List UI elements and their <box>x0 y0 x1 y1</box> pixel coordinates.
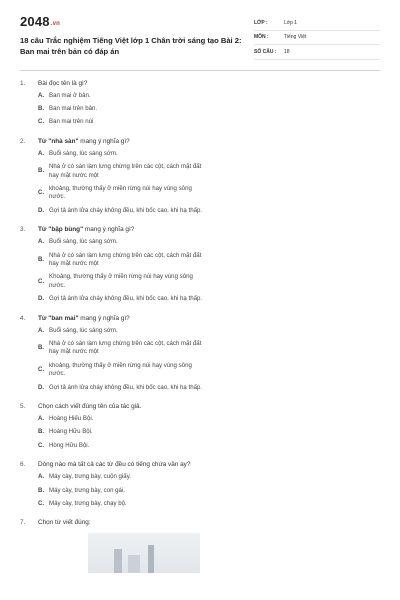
option-letter: B. <box>38 255 45 263</box>
quiz-meta <box>254 16 380 60</box>
question-text <box>20 134 380 146</box>
meta-value: Lớp 1 <box>284 19 298 26</box>
answer-option[interactable] <box>38 163 211 180</box>
option-text: Hoàng Hiếu Bội. <box>49 415 94 423</box>
question-text <box>20 222 380 234</box>
page-title: 18 câu Trắc nghiệm Tiếng Việt lớp 1 Chân trời sáng tạo Bài 2: Ban mai trên bản có đáp án <box>20 36 242 56</box>
question-prompt-tail: mang ý nghĩa gì? <box>78 314 130 322</box>
question-number: 3. <box>20 226 26 234</box>
answer-option[interactable] <box>38 252 211 269</box>
option-text: Máy cày, trưng bày, chạy bộ. <box>49 500 127 508</box>
header-divider <box>20 70 380 71</box>
answer-options <box>20 238 380 308</box>
answer-option[interactable] <box>38 500 211 508</box>
option-text: Máy cày, trưng bày, con gái. <box>49 486 125 494</box>
question-number: 1. <box>20 79 26 87</box>
option-text: Hòng Hữu Bội. <box>49 441 90 449</box>
question-prompt: Dòng nào mà tất cả các từ đều có tiếng chứa vần ay? <box>38 461 191 469</box>
logo-text: 2048 <box>20 14 50 29</box>
answer-option[interactable] <box>38 118 211 126</box>
question-text <box>20 399 380 411</box>
answer-options <box>20 473 380 513</box>
question-number: 6. <box>20 461 26 469</box>
question-text <box>20 76 380 88</box>
option-letter: D. <box>38 295 45 303</box>
question-text <box>20 457 380 469</box>
option-letter: C. <box>38 189 45 197</box>
question-body <box>38 137 130 146</box>
option-text: khoảng, thường thấy ở miền rừng núi hay vùng sông nước. <box>49 184 192 201</box>
option-letter: C. <box>38 500 45 508</box>
meta-row <box>254 31 380 46</box>
answer-option[interactable] <box>38 273 211 290</box>
meta-label: LỚP : <box>254 19 268 26</box>
answer-option[interactable] <box>38 428 211 436</box>
answer-options <box>20 92 380 132</box>
option-letter: D. <box>38 383 45 391</box>
meta-value: 18 <box>284 48 290 55</box>
option-text: Gợi tả ánh lửa cháy không đều, khi bốc cao, khi hạ thấp. <box>49 295 203 303</box>
question-keyword: Từ "ban mai" <box>38 314 79 322</box>
option-letter: A. <box>38 326 45 334</box>
meta-row <box>254 16 380 31</box>
question-body <box>38 225 134 234</box>
option-text: Gợi tả ánh lửa cháy không đều, khi bốc cao, khi hạ thấp. <box>49 206 203 214</box>
option-text: Nhà ở có sàn làm lưng chừng trên các cột, cách mặt đất hay mặt nước một <box>49 340 202 356</box>
option-letter: A. <box>38 149 45 157</box>
option-letter: A. <box>38 473 45 481</box>
option-letter: B. <box>38 428 45 436</box>
question-body <box>38 518 91 527</box>
option-text: Máy cày, trưng bày, cuộn giấy. <box>49 473 131 481</box>
option-letter: B. <box>38 104 45 112</box>
option-letter: C. <box>38 277 45 285</box>
site-logo[interactable] <box>20 14 250 32</box>
header-left <box>20 14 250 60</box>
option-letter: B. <box>38 486 45 494</box>
option-text: Ban mai ở bản. <box>49 91 91 99</box>
meta-row <box>254 45 380 60</box>
question-number: 2. <box>20 137 26 145</box>
option-text: Buổi sáng, lúc sáng sớm. <box>49 149 118 157</box>
answer-option[interactable] <box>38 442 211 450</box>
header <box>20 14 380 60</box>
question-item <box>20 222 380 310</box>
answer-option[interactable] <box>38 473 211 481</box>
answer-options <box>20 150 380 220</box>
option-text: khoảng, thường thấy ở miền rừng núi hay vùng sông nước. <box>49 361 192 378</box>
option-letter: B. <box>38 344 45 352</box>
question-item <box>20 76 380 134</box>
answer-option[interactable] <box>38 92 211 100</box>
image-shape <box>114 549 122 573</box>
meta-label: MÔN : <box>254 34 269 41</box>
option-text: Ban mai trên núi <box>49 118 94 126</box>
option-letter: B. <box>38 167 45 175</box>
option-letter: C. <box>38 441 45 449</box>
question-number: 4. <box>20 314 26 322</box>
answer-option[interactable] <box>38 384 211 392</box>
question-keyword: Từ "nhà sàn" <box>38 137 79 145</box>
question-list <box>20 76 380 576</box>
question-number: 7. <box>20 519 26 527</box>
question-prompt-tail: mang ý nghĩa gì? <box>78 137 130 145</box>
option-text: Nhà ở có sàn làm lưng chừng trên các cột, cách mặt đất hay mặt nước một <box>49 251 202 267</box>
option-letter: D. <box>38 206 45 214</box>
option-text: Hoàng Hữu Bội. <box>49 428 93 436</box>
option-text: Gợi tả ánh lửa cháy không đều, khi bốc cao, khi hạ thấp. <box>49 383 203 391</box>
question-prompt: Chọn từ viết đúng: <box>38 519 91 527</box>
question-body <box>38 402 141 411</box>
question-item <box>20 134 380 222</box>
question-body <box>38 79 87 88</box>
option-letter: A. <box>38 91 45 99</box>
option-text: Ban mai trên bản. <box>49 104 98 112</box>
question-item <box>20 457 380 515</box>
answer-options <box>20 415 380 455</box>
answer-option[interactable] <box>38 327 211 335</box>
question-item <box>20 399 380 457</box>
question-body <box>38 460 190 469</box>
answer-option[interactable] <box>38 340 211 357</box>
option-text: Khoảng, thường thấy ở miền rừng núi hay vùng sông nước. <box>49 273 193 289</box>
option-text: Nhà ở có sàn làm lưng chừng trên các cột, cách mặt đất hay mặt nước một <box>49 163 202 179</box>
question-text <box>20 515 380 527</box>
question-image <box>88 533 200 573</box>
option-letter: A. <box>38 415 45 423</box>
question-prompt: Bài đọc tên là gì? <box>38 79 88 87</box>
logo-suffix: .vn <box>50 21 61 27</box>
option-letter: C. <box>38 118 45 126</box>
question-prompt-tail: mang ý nghĩa gì? <box>83 226 135 234</box>
answer-option[interactable] <box>38 105 211 113</box>
answer-option[interactable] <box>38 150 211 158</box>
answer-options <box>20 327 380 397</box>
option-text: Buổi sáng, lúc sáng sớm. <box>49 326 118 334</box>
option-text: Buổi sáng, lúc sáng sớm. <box>49 238 118 246</box>
answer-option[interactable] <box>38 415 211 423</box>
question-item <box>20 311 380 399</box>
meta-value: Tiếng Việt <box>284 34 307 41</box>
answer-option[interactable] <box>38 238 211 246</box>
answer-option[interactable] <box>38 487 211 495</box>
answer-option[interactable] <box>38 362 211 379</box>
meta-label: SỐ CÂU : <box>254 48 277 55</box>
question-text <box>20 311 380 323</box>
answer-option[interactable] <box>38 185 211 202</box>
image-shape <box>148 545 154 573</box>
option-letter: C. <box>38 366 45 374</box>
option-letter: A. <box>38 238 45 246</box>
question-prompt: Chọn cách viết đúng tên của tác giả. <box>38 403 142 411</box>
question-keyword: Từ "bập bùng" <box>38 226 84 234</box>
image-shape <box>128 555 140 573</box>
question-number: 5. <box>20 403 26 411</box>
question-body <box>38 314 130 323</box>
answer-option[interactable] <box>38 207 211 215</box>
answer-option[interactable] <box>38 295 211 303</box>
question-item <box>20 515 380 575</box>
